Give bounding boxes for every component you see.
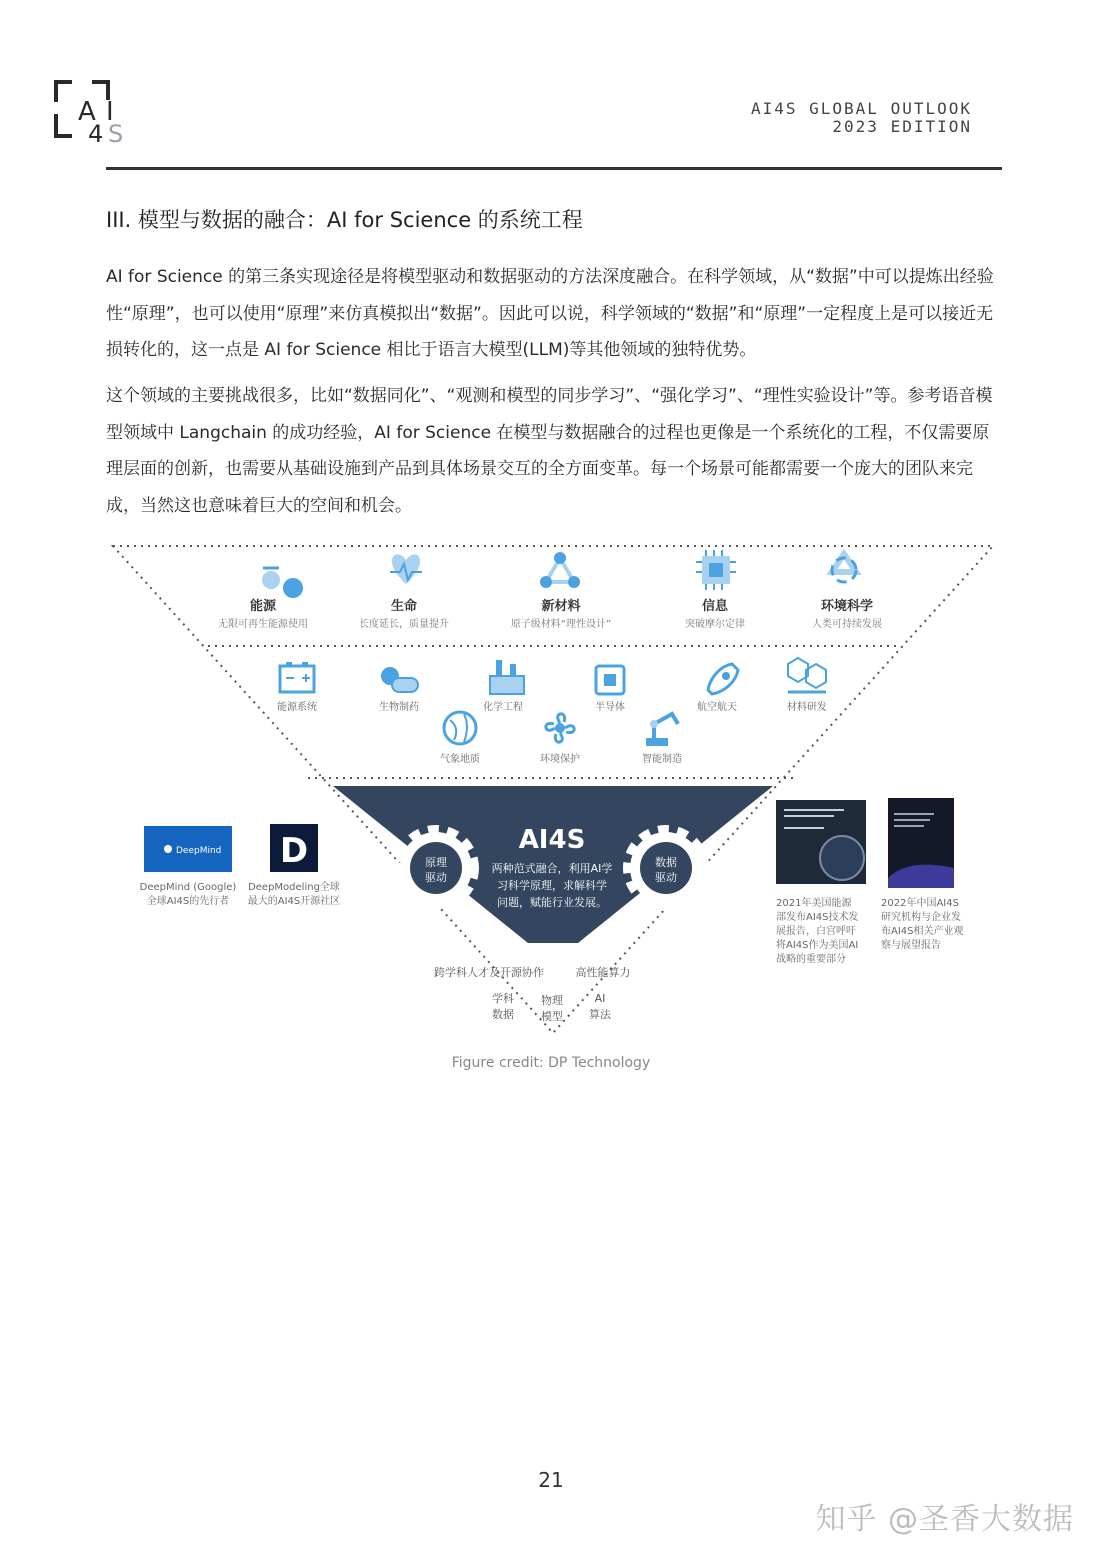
figure-caption: Figure credit: DP Technology xyxy=(451,1055,651,1071)
core-text-2: 习科学原理，求解科学 xyxy=(497,879,607,892)
mid-label-3: 化学工程 xyxy=(483,702,523,713)
fan-icon xyxy=(546,714,574,742)
page-number: 21 xyxy=(538,1468,564,1492)
header-title xyxy=(751,100,972,136)
header-line1: AI4S GLOBAL OUTLOOK xyxy=(750,99,972,118)
deepmind-caption-2: 全球AI4S的先行者 xyxy=(146,896,230,907)
recycle-icon xyxy=(832,554,856,582)
domain-sub-5: 人类可持续发展 xyxy=(812,619,882,630)
domain-title-1: 能源 xyxy=(249,599,277,614)
domain-title-3: 新材料 xyxy=(541,599,581,614)
cn-report-caption-2: 研究机构与企业发 xyxy=(881,912,961,923)
bottom-b1-line2: 数据 xyxy=(492,1008,514,1021)
core-text-3: 问题，赋能行业发展。 xyxy=(497,896,607,909)
us-report-caption-4: 将AI4S作为美国AI xyxy=(776,940,859,951)
cn-report-caption-3: 布AI4S相关产业观 xyxy=(881,926,964,937)
right-gear-line1: 数据 xyxy=(655,856,677,869)
pill-icon xyxy=(381,667,418,692)
right-gear-line2: 驱动 xyxy=(655,871,677,884)
ai4s-logo xyxy=(52,78,132,146)
domain-title-4: 信息 xyxy=(701,599,729,614)
deepmind-logo xyxy=(144,826,232,872)
cn-report-caption-4: 察与展望报告 xyxy=(881,940,941,951)
bottom-b3-line2: 算法 xyxy=(589,1008,611,1021)
bottom-b3-line1: AI xyxy=(594,992,606,1005)
left-gear-line1: 原理 xyxy=(425,856,447,869)
cpu-icon xyxy=(596,666,624,694)
logo-letter-4: 4 xyxy=(88,120,104,146)
left-gear xyxy=(400,832,472,904)
us-report-cover xyxy=(776,800,866,884)
deepmodeling-logo xyxy=(270,824,318,872)
globe-icon xyxy=(444,712,476,744)
cn-report-cover xyxy=(888,798,954,888)
battery-icon xyxy=(280,662,314,692)
molecule-icon xyxy=(540,552,580,588)
mid-label-6: 材料研发 xyxy=(787,702,827,713)
left-gear-line2: 驱动 xyxy=(425,871,447,884)
mid-label-4: 半导体 xyxy=(595,702,625,713)
deepmind-logo-text: DeepMind xyxy=(176,846,222,856)
section-title: III. 模型与数据的融合：AI for Science 的系统工程 xyxy=(106,208,583,232)
bottom-b2-line2: 模型 xyxy=(541,1010,563,1023)
ai4s-figure xyxy=(108,538,998,1048)
deepmodeling-caption-1: DeepModeling全球 xyxy=(248,882,340,893)
energy-icon xyxy=(262,568,303,598)
header-divider xyxy=(106,167,1002,170)
header-line2: 2023 EDITION xyxy=(832,117,972,136)
right-gear xyxy=(630,832,702,904)
domain-title-2: 生命 xyxy=(390,599,418,614)
factory-icon xyxy=(490,660,524,694)
mid-label-5: 航空航天 xyxy=(697,702,737,713)
life-icon xyxy=(390,554,422,584)
deepmodeling-logo-text: D xyxy=(279,831,309,871)
logo-letter-i: I xyxy=(106,97,114,127)
core-text-1: 两种范式融合，利用AI学 xyxy=(491,862,613,875)
cn-report-caption-1: 2022年中国AI4S xyxy=(881,898,959,909)
domain-sub-4: 突破摩尔定律 xyxy=(685,619,745,630)
hexagon-icon xyxy=(788,658,826,692)
deepmodeling-caption-2: 最大的AI4S开源社区 xyxy=(247,896,341,907)
paragraph-2: 这个领域的主要挑战很多，比如“数据同化”、“观测和模型的同步学习”、“强化学习”、“理性实验设计”等。参考语音模型领域中 Langchain 的成功经验，AI for Science 在模型与数据融合的过程也更像是一个系统化的工程，不仅需要原理层面的创新，也需要从基础设施到产品到具体场景交互的全方面变革。每一个场景可能都需要一个庞大的团队来完成，当然这也意味着巨大的空间和机会。 xyxy=(106,386,993,516)
mid2-label-2: 环境保护 xyxy=(540,754,580,765)
us-report-caption-1: 2021年美国能源 xyxy=(776,898,852,909)
logo-letter-a: A xyxy=(78,97,96,127)
domain-sub-1: 无限可再生能源使用 xyxy=(218,619,308,630)
watermark: 知乎 @圣香大数据 xyxy=(815,1502,1074,1537)
domain-title-5: 环境科学 xyxy=(820,599,874,614)
bottom-right-label: 高性能算力 xyxy=(575,966,631,979)
bottom-left-label: 跨学科人才及开源协作 xyxy=(434,966,544,979)
core-title: AI4S xyxy=(518,825,586,855)
mid2-label-1: 气象地质 xyxy=(440,754,480,765)
us-report-caption-5: 战略的重要部分 xyxy=(776,954,846,965)
paragraph-1: AI for Science 的第三条实现途径是将模型驱动和数据驱动的方法深度融合。在科学领域，从“数据”中可以提炼出经验性“原理”，也可以使用“原理”来仿真模拟出“数据”。因此可以说，科学领域的“数据”和“原理”一定程度上是可以接近无损转化的，这一点是 AI for Science 相比于语言大模型(LLM)等其他领域的独特优势。 xyxy=(106,267,994,360)
bottom-b2-line1: 物理 xyxy=(541,994,563,1007)
us-report-caption-2: 部发布AI4S技术发 xyxy=(776,912,859,923)
rocket-icon xyxy=(708,664,738,694)
domain-sub-2: 长度延长，质量提升 xyxy=(359,619,449,630)
deepmind-caption-1: DeepMind (Google) xyxy=(139,882,237,893)
chip-icon xyxy=(696,550,736,590)
mid-label-1: 能源系统 xyxy=(277,702,317,713)
mid-label-2: 生物制药 xyxy=(379,702,419,713)
logo-letter-s: S xyxy=(108,120,124,146)
us-report-caption-3: 展报告，白宫呼吁 xyxy=(776,926,856,937)
mid2-label-3: 智能制造 xyxy=(642,754,682,765)
domain-sub-3: 原子级材料“理性设计” xyxy=(510,619,612,630)
robot-arm-icon xyxy=(646,714,678,746)
bottom-b1-line1: 学科 xyxy=(492,992,514,1005)
